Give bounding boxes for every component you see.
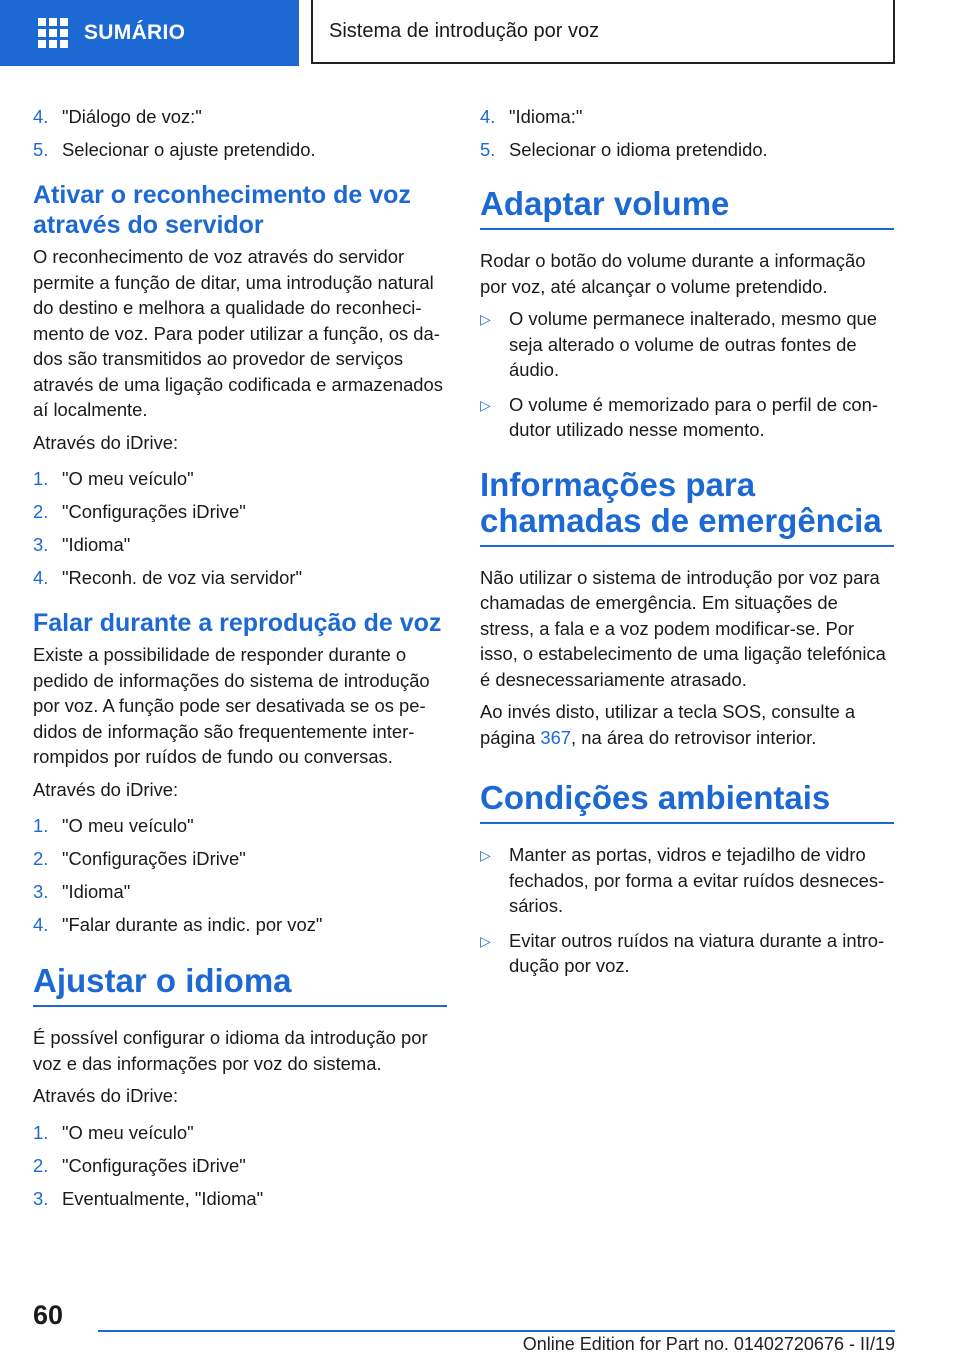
step-list [33, 462, 447, 594]
chapter-heading: Ajustar o idioma [33, 962, 292, 999]
step-list [33, 100, 447, 166]
triangle-bullet-icon: ▷ [480, 847, 491, 863]
list-item: ▷ Manter as portas, vidros e tejadilho de vidro fechados, por forma a evitar ruídos desnecessários. [480, 842, 894, 919]
list-item: 2. "Configurações iDrive" [33, 848, 246, 869]
list-item: 1. "O meu veículo" [33, 1121, 194, 1143]
summary-label: SUMÁRIO [84, 21, 186, 44]
paragraph: Ao invés disto, utilizar a tecla SOS, consulte a página 367, na área do retrovisor interior. [480, 701, 856, 748]
list-item: 2. "Configurações iDrive" [33, 501, 246, 522]
paragraph: Através do iDrive: [33, 778, 179, 800]
step-list [33, 809, 447, 941]
paragraph: Através do iDrive: [33, 431, 179, 453]
section-heading: Ativar o reconhecimento de voz através do servidor [33, 181, 411, 239]
triangle-bullet-icon: ▷ [480, 932, 491, 949]
chapter-heading: Informações para chamadas de emergência [480, 465, 882, 539]
list-item: 4. "Falar durante as indic. por voz" [33, 914, 323, 935]
edition-text: Online Edition for Part no. 01402720676 - II/19 [522, 1334, 895, 1354]
list-item: 1. "O meu veículo" [33, 815, 194, 836]
list-item: 3. "Idioma" [33, 534, 131, 555]
list-item: 2. "Configurações iDrive" [33, 1154, 246, 1176]
list-item: ▷ O volume é memorizado para o perfil de condutor utilizado nesse momento. [480, 392, 894, 443]
paragraph: Existe a possibilidade de responder durante o pedido de informações do sistema de introdução por voz. A função pode ser desativada se os pedidos de informação são frequentemente interrompidos por ruídos de fundo ou conversas. [33, 644, 430, 767]
list-item: ▷ Evitar outros ruídos na viatura durante a introdução por voz. [480, 928, 894, 979]
paragraph: Através do iDrive: [33, 1085, 179, 1106]
page-link[interactable]: 367 [540, 726, 572, 748]
step-list [480, 100, 894, 166]
bullet-list [480, 306, 894, 443]
list-item: 4. "Reconh. de voz via servidor" [33, 567, 302, 588]
list-item: 3. Eventualmente, "Idioma" [33, 1187, 264, 1209]
chapter-heading: Condições ambientais [480, 779, 831, 816]
paragraph: O reconhecimento de voz através do servidor permite a função de ditar, uma introdução natural do destino e melhora a qualidade do reconhecimento de voz. Para poder utilizar a função, os dados são transmitidos ao provedor de serviços através de uma ligação codificada e armazenados aí localmente. [33, 246, 443, 420]
triangle-bullet-icon: ▷ [480, 396, 491, 413]
bullet-list [480, 842, 894, 979]
chapter-heading: Adaptar volume [480, 185, 730, 222]
list-item: 1. "O meu veículo" [33, 468, 194, 489]
top-bar [0, 0, 960, 66]
left-column [33, 100, 447, 1215]
list-item: 4. "Idioma:" [480, 106, 583, 127]
grid-menu-icon [38, 18, 68, 48]
section-heading: Falar durante a reprodução de voz [33, 609, 442, 637]
list-item: 3. "Idioma" [33, 881, 131, 902]
paragraph: Rodar o botão do volume durante a informação por voz, até alcançar o volume pretendido. [480, 250, 866, 297]
chapter-heading-wrap [480, 186, 894, 230]
paragraph: É possível configurar o idioma da introdução por voz e das informações por voz do sistema. [33, 1027, 428, 1074]
summary-button[interactable] [0, 0, 299, 66]
list-item: 4. "Diálogo de voz:" [33, 106, 202, 127]
triangle-bullet-icon: ▷ [480, 311, 491, 327]
list-item: 5. Selecionar o idioma pretendido. [480, 139, 768, 160]
list-item: 5. Selecionar o ajuste pretendido. [33, 139, 316, 160]
chapter-title: Sistema de introdução por voz [311, 0, 895, 64]
chapter-heading-wrap [480, 467, 894, 547]
paragraph: Não utilizar o sistema de introdução por voz para chamadas de emergência. Em situações de stress, a fala e a voz podem modificar-se. Por isso, o estabelecimento de uma ligação telefónica é desnecessariamente atrasado. [480, 566, 886, 690]
footer-divider [98, 1330, 895, 1332]
step-list [33, 1116, 447, 1215]
page-number: 60 [33, 1300, 64, 1330]
right-column [480, 100, 894, 988]
chapter-heading-wrap [33, 963, 447, 1007]
chapter-heading-wrap [480, 780, 894, 824]
list-item: ▷ O volume permanece inalterado, mesmo que seja alterado o volume de outras fontes de áudio. [480, 306, 894, 383]
